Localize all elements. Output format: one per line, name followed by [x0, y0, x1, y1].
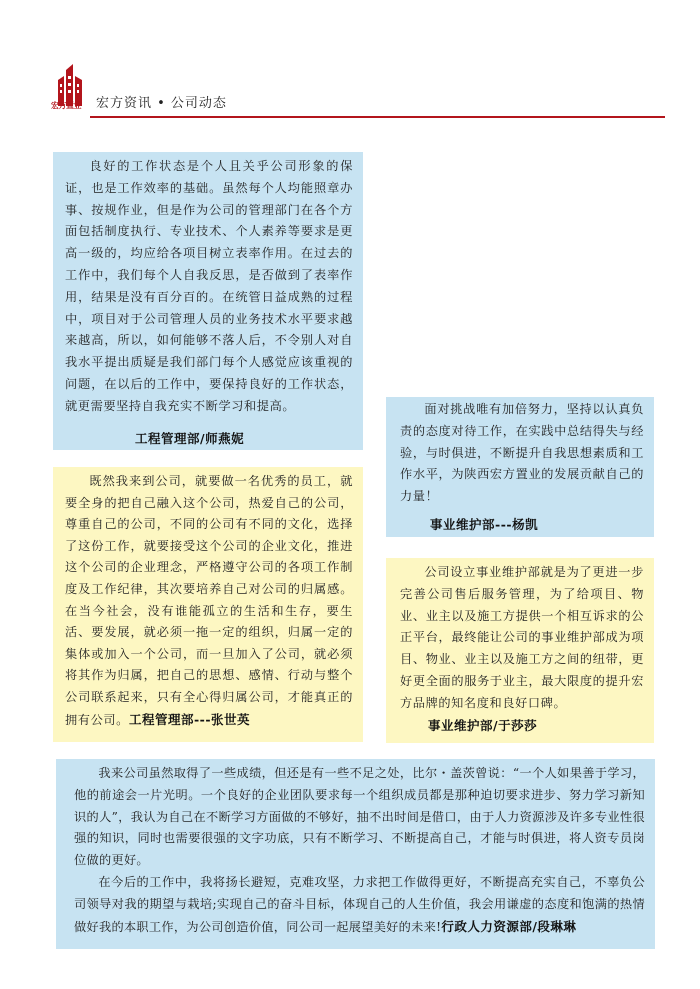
article-signature: 行政人力资源部/段琳琳	[441, 918, 577, 934]
page-header	[0, 0, 700, 120]
article-maintenance-yang	[386, 397, 654, 537]
article-paragraph	[74, 872, 645, 938]
article-paragraph: 公司设立事业维护部就是为了更进一步完善公司售后服务管理，为了给项目、物业、业主以及施工方提供一个相互诉求的公正平台，最终能让公司的事业维护部成为项目、物业、业主以及施工方之间的纽带，更好更全面的服务于业主，最大限度的提升宏方品牌的知名度和良好口碑。	[400, 565, 644, 710]
logo-text: 宏方置业	[51, 101, 81, 110]
article-signature: 工程管理部/师燕妮	[135, 431, 245, 446]
article-signature: 事业维护部/于莎莎	[428, 718, 538, 733]
article-paragraph: 面对挑战唯有加倍努力，坚持以认真负责的态度对待工作，在实践中总结得失与经验，与时俱进，不断提升自我思想素质和工作水平，为陕西宏方置业的发展贡献自己的力量！	[400, 402, 644, 504]
header-divider	[90, 116, 665, 118]
article-paragraph: 良好的工作状态是个人且关乎公司形象的保证，也是工作效率的基础。虽然每个人均能照章办事、按规作业，但是作为公司的管理部门在各个方面包括制度执行、专业技术、个人素养等要求是更高一级的，均应给各项目树立表率作用。在过去的工作中，我们每个人自我反思，是否做到了表率作用，结果是没有百分百的。在统管日益成熟的过程中，项目对于公司管理人员的业务技术水平要求越来越高，所以，如何能够不落人后，不令别人对自我水平提出质疑是我们部门每个人感觉应该重视的问题，在以后的工作中，要保持良好的工作状态，就更需要坚持自我充实不断学习和提高。	[65, 159, 353, 413]
article-paragraph: 我来公司虽然取得了一些成绩，但还是有一些不足之处，比尔・盖茨曾说：“一个人如果善于学习，他的前途会一片光明。一个良好的企业团队要求每一个组织成员都是那种迫切要求进步、努力学习新知识的人”，我认为自己在不断学习方面做的不够好，抽不出时间是借口，由于人力资源涉及许多专业性很强的知识，同时也需要很强的文字功底，只有不断学习、不断提高自己，才能与时俱进，将人资专员岗位做的更好。	[74, 766, 645, 868]
article-maintenance-yu	[386, 558, 654, 743]
article-engineering-zhang	[53, 467, 363, 742]
article-paragraph	[65, 471, 353, 731]
header-title: 宏方资讯 • 公司动态	[96, 96, 227, 111]
article-engineering-shi	[53, 152, 363, 450]
article-signature: 事业维护部---杨凯	[430, 517, 539, 532]
article-paragraph-text: 既然我来到公司，就要做一名优秀的员工，就要全身的把自己融入这个公司，热爱自己的公司，尊重自己的公司，不同的公司有不同的文化，选择了这份工作，就要接受这个公司的企业文化，推进这个公司的企业理念，严格遵守公司的各项工作制度及工作纪律，其次要培养自己对公司的归属感。在当今社会，没有谁能孤立的生活和生存，要生活、要发展，就必须一拖一定的组织，归属一定的集体或加入一个公司，而一旦加入了公司，就必须将其作为归属，把自己的思想、感情、行动与整个公司联系起来，只有全心得归属公司，才能真正的拥有公司。	[65, 474, 353, 727]
article-hr-duan	[56, 759, 655, 949]
article-signature: 工程管理部---张世英	[128, 711, 251, 727]
article-paragraph-text: 在今后的工作中，我将扬长避短，克难攻坚，力求把工作做得更好，不断提高充实自己，不辜负公司领导对我的期望与栽培;实现自己的奋斗目标，体现自己的人生价值，我会用谦虚的态度和饱满的热情做好我的本职工作，为公司创造价值，同公司一起展望美好的未来!	[74, 874, 645, 934]
